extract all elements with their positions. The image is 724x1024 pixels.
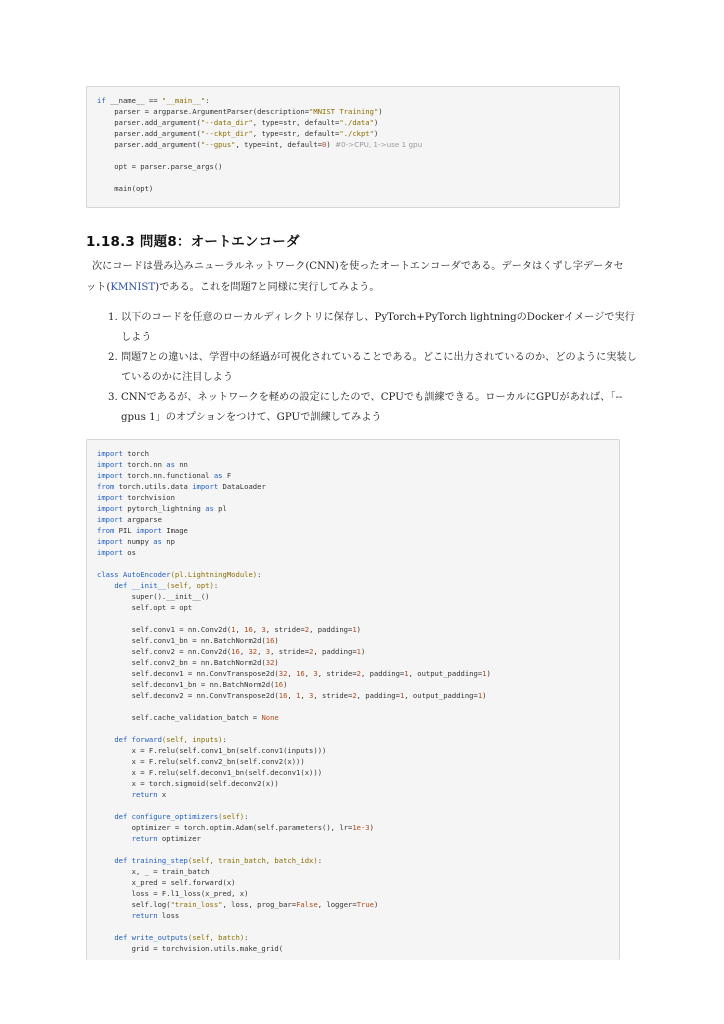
code-line <box>97 921 609 932</box>
code-line <box>97 558 609 569</box>
code-line: self.deconv1_bn = nn.BatchNorm2d(16) <box>97 680 288 689</box>
code-line: self.deconv1 = nn.ConvTranspose2d(32, 16, 3, stride=2, padding=1, output_padding=1) <box>97 669 491 678</box>
code-line: optimizer = torch.optim.Adam(self.parameters(), lr=1e-3) <box>97 823 374 832</box>
code-line: self.conv2 = nn.Conv2d(16, 32, 3, stride=2, padding=1) <box>97 647 366 656</box>
code-line: def __init__(self, opt): <box>114 581 219 590</box>
code-listing-autoencoder <box>97 448 609 954</box>
code-line: from PIL import Image <box>97 526 188 535</box>
code-line: return optimizer <box>131 834 201 843</box>
code-line: return loss <box>131 911 180 920</box>
code-line <box>97 172 609 183</box>
code-line <box>97 701 609 712</box>
code-line: class AutoEncoder(pl.LightningModule): <box>97 570 262 579</box>
code-line: parser.add_argument("--data_dir", type=str, default="./data") <box>97 118 379 127</box>
code-line: def forward(self, inputs): <box>114 735 227 744</box>
code-line: import argparse <box>97 515 162 524</box>
code-line: loss = F.l1_loss(x_pred, x) <box>97 889 249 898</box>
code-line: grid = torchvision.utils.make_grid( <box>97 944 284 953</box>
code-line <box>97 150 609 161</box>
code-line: import pytorch_lightning as pl <box>97 504 227 513</box>
kmnist-link[interactable]: KMNIST <box>110 282 156 293</box>
code-line: return x <box>131 790 167 799</box>
code-block-autoencoder <box>86 439 620 960</box>
code-line <box>97 800 609 811</box>
code-line: x = F.relu(self.conv2_bn(self.conv2(x))) <box>97 757 305 766</box>
section-heading: 1.18.3 問題8：オートエンコーダ <box>86 234 300 250</box>
code-line: parser = argparse.ArgumentParser(description="MNIST Training") <box>97 107 383 116</box>
code-line: parser.add_argument("--ckpt_dir", type=str, default="./ckpt") <box>97 129 379 138</box>
code-line: from torch.utils.data import DataLoader <box>97 482 266 491</box>
intro-text-1: 次にコードは畳み込みニューラルネットワーク(CNN)を使ったオートエンコーダである。データはくずし字データセット( <box>86 261 624 293</box>
steps-list <box>104 308 641 428</box>
code-line: parser.add_argument("--gpus", type=int, default=0) #0->CPU, 1->use 1 gpu <box>97 140 423 149</box>
intro-text-2: )である。これを問題7と同様に実行してみよう。 <box>155 282 380 293</box>
step-item: 2. 問題7との違いは、学習中の経過が可視化されていることである。どこに出力されているのか、どのように実装しているのかに注目しよう <box>121 348 641 388</box>
code-line: x = F.relu(self.deconv1_bn(self.deconv1(x))) <box>97 768 323 777</box>
intro-paragraph <box>86 256 626 298</box>
code-line: self.conv1_bn = nn.BatchNorm2d(16) <box>97 636 279 645</box>
code-line: main(opt) <box>97 184 154 193</box>
code-line <box>97 723 609 734</box>
code-line: import torchvision <box>97 493 175 502</box>
code-line: opt = parser.parse_args() <box>97 162 223 171</box>
code-line: self.cache_validation_batch = None <box>97 713 279 722</box>
code-line: if __name__ == "__main__": <box>97 96 210 105</box>
step-item: 3. CNNであるが、ネットワークを軽めの設定にしたので、CPUでも訓練できる。ローカルにGPUがあれば、「--gpus 1」のオプションをつけて、GPUで訓練してみよう <box>121 388 641 428</box>
code-listing-main <box>97 95 609 194</box>
code-line: self.log("train_loss", loss, prog_bar=False, logger=True) <box>97 900 379 909</box>
code-line: def configure_optimizers(self): <box>114 812 249 821</box>
code-line: import torch.nn.functional as F <box>97 471 232 480</box>
code-line: x, _ = train_batch <box>97 867 210 876</box>
code-line: def write_outputs(self, batch): <box>114 933 249 942</box>
code-line: def training_step(self, train_batch, batch_idx): <box>114 856 323 865</box>
code-line: self.conv1 = nn.Conv2d(1, 16, 3, stride=2, padding=1) <box>97 625 361 634</box>
code-line: self.deconv2 = nn.ConvTranspose2d(16, 1, 3, stride=2, padding=1, output_padding=1) <box>97 691 487 700</box>
step-item: 1. 以下のコードを任意のローカルディレクトリに保存し、PyTorch+PyTorch lightningのDockerイメージで実行しよう <box>121 308 641 348</box>
code-line: import numpy as np <box>97 537 175 546</box>
code-line: super().__init__() <box>97 592 210 601</box>
code-block-main <box>86 86 620 208</box>
code-line: import os <box>97 548 136 557</box>
code-line: x = torch.sigmoid(self.deconv2(x)) <box>97 779 279 788</box>
code-line: self.opt = opt <box>97 603 193 612</box>
code-line <box>97 844 609 855</box>
code-line: import torch.nn as nn <box>97 460 188 469</box>
code-line: import torch <box>97 449 149 458</box>
code-line: self.conv2_bn = nn.BatchNorm2d(32) <box>97 658 279 667</box>
code-line: x_pred = self.forward(x) <box>97 878 236 887</box>
code-line <box>97 613 609 624</box>
code-line: x = F.relu(self.conv1_bn(self.conv1(inputs))) <box>97 746 327 755</box>
